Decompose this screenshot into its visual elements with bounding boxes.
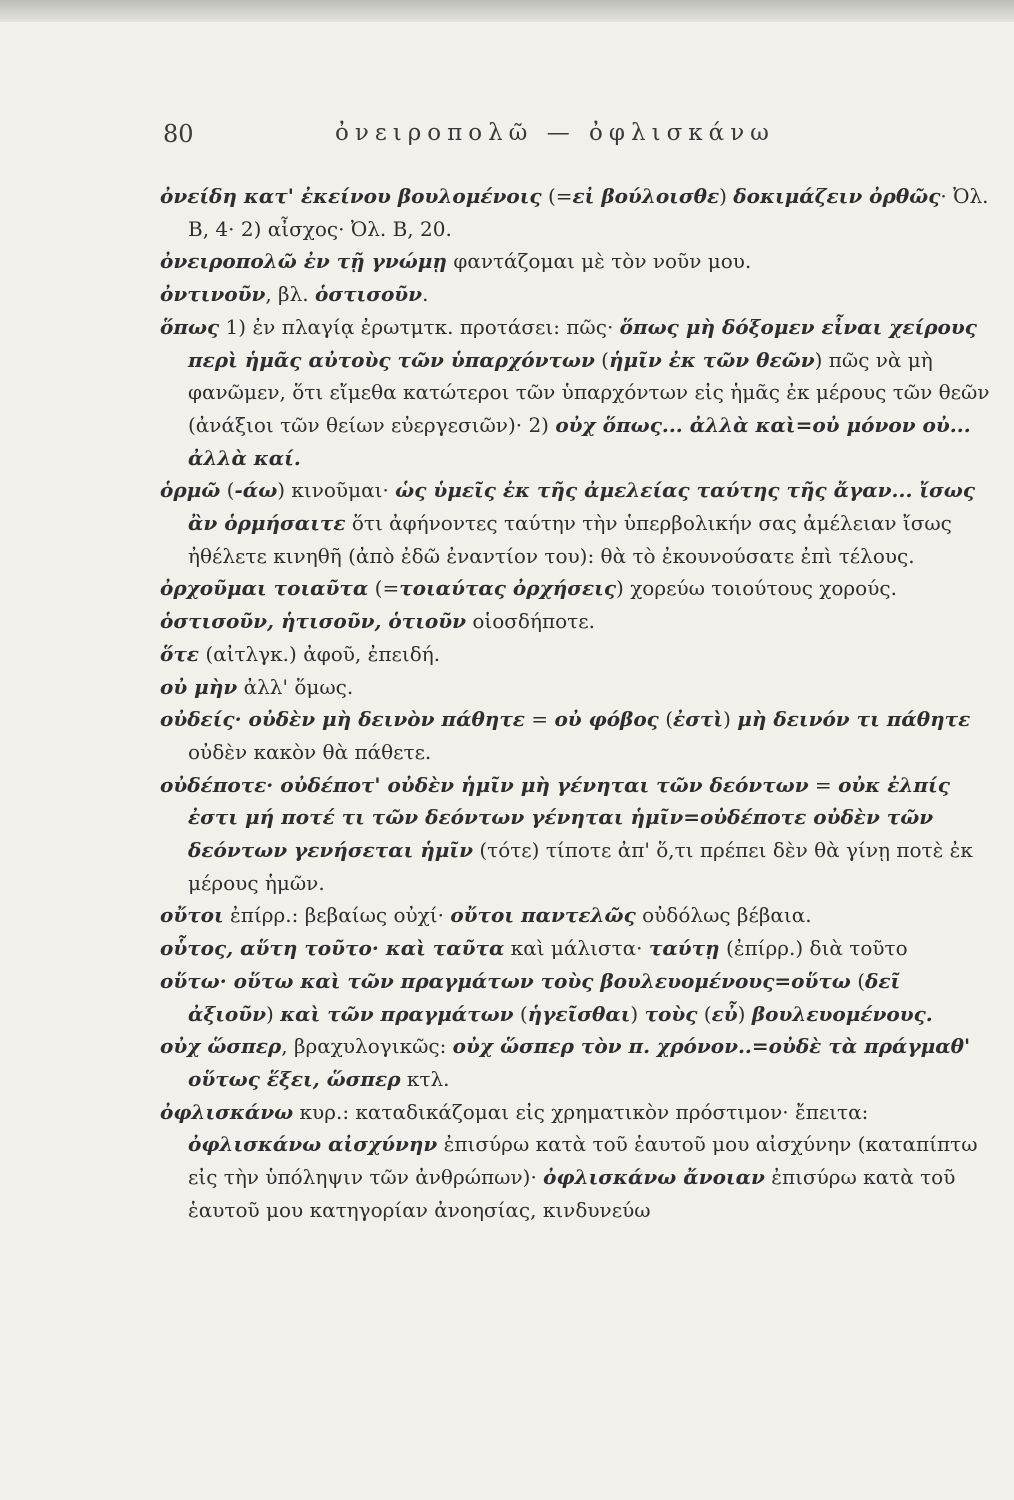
entry-gloss-text: οἱοσδήποτε. bbox=[466, 609, 595, 634]
entry-gloss-text: ( bbox=[697, 1001, 712, 1026]
entry-gloss-text: ) bbox=[630, 1001, 645, 1026]
dictionary-entry bbox=[160, 769, 990, 900]
entry-headword-text: ὀνείδη κατ' ἐκείνου βουλομένοις bbox=[160, 184, 542, 208]
entry-headword-text: τοὺς bbox=[644, 1001, 698, 1026]
entry-headword-text: ὀντινοῦν bbox=[160, 282, 266, 307]
entry-gloss-text: οὐδόλως βέβαια. bbox=[635, 903, 812, 928]
entry-gloss-text: (τότε) τίποτε ἀπ' ὅ,τι πρέπει δὲν θὰ γίνῃ ποτὲ ἐκ μέρους ἡμῶν. bbox=[188, 838, 973, 895]
entry-headword-text: ὁστισοῦν, ἡτισοῦν, ὁτιοῦν bbox=[160, 609, 466, 634]
entry-gloss-text: ( bbox=[850, 968, 866, 993]
entry-gloss-text: ὅτι ἀφήνοντες ταύτην τὴν ὑπερβολικήν σας ἀμέλειαν ἴσως ἠθέλετε κινηθῆ (ἀπὸ ἐδῶ ἐναντίον του): θὰ τὸ ἐκουνούσατε ἐπὶ τέλους. bbox=[188, 511, 952, 568]
entry-gloss-text: (= bbox=[541, 184, 573, 208]
entry-gloss-text: ἀλλ' ὅμως. bbox=[237, 674, 354, 699]
entry-gloss-text: ( bbox=[594, 347, 609, 372]
entry-headword-text: ἡγεῖσθαι bbox=[527, 1001, 631, 1026]
entry-headword-text: ἐστὶ bbox=[673, 707, 724, 732]
entry-gloss-text: ( bbox=[513, 1001, 528, 1026]
dictionary-entry bbox=[160, 245, 990, 278]
entry-gloss-text: οὐδὲν κακὸν θὰ πάθετε. bbox=[188, 739, 432, 764]
entry-gloss-text: ἐπισύρω κατὰ τοῦ ἑαυτοῦ μου κατηγορίαν ἀνοησίας, κινδυνεύω bbox=[188, 1165, 956, 1222]
entry-gloss-text: (= bbox=[368, 576, 400, 601]
entry-headword-text: ὀφλισκάνω ἄνοιαν bbox=[543, 1165, 765, 1190]
entry-headword-text: οὕτω· οὕτω καὶ τῶν πραγμάτων τοὺς βουλευομένους=οὕτω bbox=[160, 968, 851, 993]
entry-gloss-text: ( bbox=[658, 707, 674, 732]
entry-headword-text: τοιαύτας ὀρχήσεις bbox=[399, 576, 617, 601]
entry-headword-text: ταύτῃ bbox=[648, 936, 720, 961]
entry-gloss-text: = bbox=[808, 772, 839, 797]
entry-gloss-text: 1) ἐν πλαγίᾳ ἐρωτμτκ. προτάσει: πῶς· bbox=[219, 314, 620, 339]
dictionary-entry bbox=[160, 278, 990, 311]
entry-gloss-text: ) χορεύω τοιούτους χορούς. bbox=[616, 576, 897, 601]
entry-headword-text: οὐχ ὅπως... ἀλλὰ καὶ=οὐ μόνον οὐ... ἀλλὰ καί. bbox=[188, 412, 971, 470]
entry-headword-text: ὀφλισκάνω αἰσχύνην bbox=[188, 1132, 438, 1157]
entry-gloss-text: (ἐπίρρ.) διὰ τοῦτο bbox=[719, 936, 908, 961]
entry-headword-text: ὀφλισκάνω bbox=[160, 1099, 294, 1124]
dictionary-entry bbox=[160, 572, 990, 605]
entry-headword-text: οὔτοι bbox=[160, 903, 224, 928]
entry-gloss-text: ) bbox=[723, 707, 738, 732]
dictionary-entry bbox=[160, 965, 990, 1030]
entry-headword-text: δεῖ ἀξιοῦν bbox=[188, 968, 901, 1026]
entry-headword-text: οὐ μὴν bbox=[160, 674, 238, 699]
dictionary-entry bbox=[160, 1030, 990, 1095]
entry-headword-text: οὐδέποτε· οὐδέποτ' οὐδὲν ἡμῖν μὴ γένηται τῶν δεόντων bbox=[160, 772, 809, 797]
entry-headword-text: ὡς ὑμεῖς ἐκ τῆς ἀμελείας ταύτης τῆς ἄγαν... ἴσως ἂν ὁρμήσαιτε bbox=[188, 478, 976, 536]
page-number: 80 bbox=[163, 120, 194, 148]
dictionary-entry bbox=[160, 474, 990, 572]
entry-gloss-text: . bbox=[422, 282, 429, 307]
entry-headword-text: ὅπως μὴ δόξομεν εἶναι χείρους περὶ ἡμᾶς αὐτοὺς τῶν ὑπαρχόντων bbox=[188, 314, 977, 372]
entry-gloss-text: · Ὀλ. Β, 4· 2) αἶσχος· Ὀλ. Β, 20. bbox=[188, 184, 989, 241]
entry-headword-text: ὅπως bbox=[160, 314, 220, 339]
entry-headword-text: οὐκ ἐλπίς ἐστι μή ποτέ τι τῶν δεόντων γένηται ἡμῖν=οὐδέποτε οὐδὲν τῶν δεόντων γενήσεται ἡμῖν bbox=[188, 772, 950, 863]
entry-gloss-text: ( bbox=[220, 478, 235, 503]
entry-gloss-text: , βραχυλογικῶς: bbox=[281, 1034, 453, 1059]
entry-gloss-text: καὶ μάλιστα· bbox=[504, 936, 649, 961]
entry-gloss-text: κτλ. bbox=[400, 1066, 450, 1091]
entry-gloss-text: φαντάζομαι μὲ τὸν νοῦν μου. bbox=[446, 249, 752, 274]
entry-headword-text: ὀνειροπολῶ ἐν τῇ γνώμῃ bbox=[160, 249, 447, 274]
entry-headword-text: ὁστισοῦν bbox=[315, 282, 423, 307]
entry-gloss-text: , βλ. bbox=[265, 282, 315, 307]
entry-headword-text: ὅτε bbox=[160, 641, 199, 666]
entry-headword-text: οὐδείς· οὐδὲν μὴ δεινὸν πάθητε bbox=[160, 707, 525, 732]
entry-gloss-text: κυρ.: καταδικάζομαι εἰς χρηματικὸν πρόστιμον· ἔπειτα: bbox=[293, 1099, 869, 1124]
dictionary-entry bbox=[160, 1096, 990, 1227]
entry-gloss-text: ) bbox=[737, 1001, 752, 1026]
page-header bbox=[163, 120, 963, 160]
entry-gloss-text: = bbox=[524, 707, 555, 732]
entry-headword-text: οὐ φόβος bbox=[554, 707, 659, 732]
entry-headword-text: δοκιμάζειν ὀρθῶς bbox=[733, 184, 941, 208]
entry-gloss-text: ) πῶς νὰ μὴ φανῶμεν, ὅτι εἴμεθα κατώτεροι τῶν ὑπαρχόντων εἰς ἡμᾶς ἐκ μέρους τῶν θεῶν (ἀνάξιοι τῶν θείων εὐεργεσιῶν)· 2) bbox=[188, 347, 990, 437]
entry-gloss-text: ) bbox=[266, 1001, 281, 1026]
dictionary-entries bbox=[160, 180, 990, 1227]
entry-headword-text: ὁρμῶ bbox=[160, 478, 221, 503]
entry-headword-text: οὔτοι παντελῶς bbox=[450, 903, 636, 928]
top-shadow-band bbox=[0, 0, 1014, 22]
entry-headword-text: εὖ bbox=[711, 1001, 738, 1026]
running-head: ὀνειροπολῶ — ὀφλισκάνω bbox=[335, 120, 775, 146]
entry-headword-text: -άω bbox=[234, 478, 278, 503]
entry-headword-text: μὴ δεινόν τι πάθητε bbox=[737, 707, 971, 732]
entry-gloss-text: ἐπισύρω κατὰ τοῦ ἑαυτοῦ μου αἰσχύνην (καταπίπτω εἰς τὴν ὑπόληψιν τῶν ἀνθρώπων)· bbox=[188, 1132, 978, 1190]
dictionary-entry bbox=[160, 180, 990, 245]
dictionary-entry bbox=[160, 671, 990, 704]
entry-headword-text: εἰ βούλοισθε bbox=[572, 184, 720, 208]
dictionary-entry bbox=[160, 899, 990, 932]
entry-gloss-text: ) κινοῦμαι· bbox=[277, 478, 396, 503]
dictionary-entry bbox=[160, 638, 990, 671]
entry-headword-text: οὐχ ὥσπερ τὸν π. χρόνον..=οὐδὲ τὰ πράγμαθ' οὕτως ἕξει, ὥσπερ bbox=[188, 1034, 971, 1091]
entry-gloss-text: ) bbox=[719, 184, 734, 208]
entry-headword-text: βουλευομένους. bbox=[751, 1001, 933, 1026]
dictionary-entry bbox=[160, 605, 990, 638]
entry-gloss-text: ἐπίρρ.: βεβαίως οὐχί· bbox=[223, 903, 451, 928]
entry-headword-text: ἡμῖν ἐκ τῶν θεῶν bbox=[609, 347, 815, 372]
dictionary-entry bbox=[160, 311, 990, 475]
dictionary-entry bbox=[160, 703, 990, 768]
entry-headword-text: ὀρχοῦμαι τοιαῦτα bbox=[160, 576, 369, 601]
entry-headword-text: οὗτος, αὕτη τοῦτο· καὶ ταῦτα bbox=[160, 936, 505, 961]
entry-gloss-text: (αἰτλγκ.) ἀφοῦ, ἐπειδή. bbox=[198, 641, 441, 666]
entry-headword-text: οὐχ ὥσπερ bbox=[160, 1034, 282, 1059]
dictionary-entry bbox=[160, 932, 990, 965]
entry-headword-text: καὶ τῶν πραγμάτων bbox=[280, 1001, 514, 1026]
